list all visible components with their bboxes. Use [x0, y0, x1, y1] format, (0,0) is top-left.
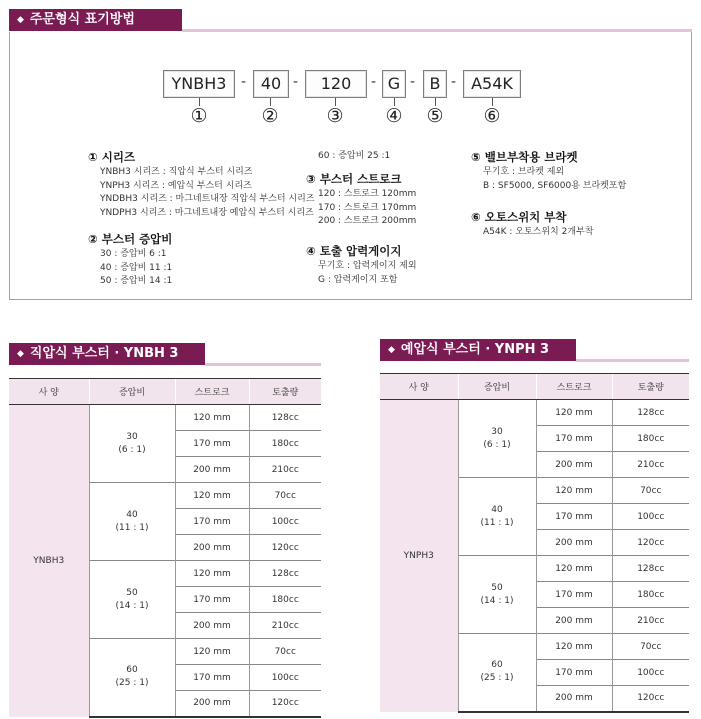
stroke-cell: 120 mm	[175, 639, 249, 665]
ratio-line: 30 : 증압비 6 :1	[100, 249, 167, 259]
stroke-block	[306, 172, 417, 229]
dash-separator: -	[293, 74, 299, 90]
diamond-icon: ◆	[17, 15, 24, 25]
stroke-cell: 120 mm	[536, 478, 612, 504]
bracket-heading: ⑤ 밸브부착용 브라켓	[471, 150, 578, 164]
stroke-cell: 200 mm	[536, 686, 612, 712]
output-cell: 128cc	[612, 556, 689, 582]
output-cell: 120cc	[249, 535, 321, 561]
stroke-cell: 120 mm	[536, 634, 612, 660]
circle-number-1: ①	[190, 105, 208, 127]
stroke-cell: 200 mm	[175, 613, 249, 639]
stroke-cell: 200 mm	[175, 691, 249, 717]
output-cell: 180cc	[612, 582, 689, 608]
ratio-block	[88, 232, 173, 289]
ratio-cell: 40 (11 : 1)	[89, 483, 175, 561]
stroke-line: 170 : 스트로크 170mm	[318, 202, 417, 213]
order-section-tab	[9, 9, 182, 31]
ynbh-spec-table	[9, 378, 321, 718]
ynbh-table-title: 직압식 부스터 · YNBH 3	[29, 346, 179, 361]
ratio-cell: 40 (11 : 1)	[458, 478, 536, 556]
stroke-cell: 120 mm	[175, 405, 249, 431]
stroke-cell: 170 mm	[536, 582, 612, 608]
ynph-table-title: 예압식 부스터 · YNPH 3	[400, 342, 550, 357]
stroke-cell: 200 mm	[536, 608, 612, 634]
code-part-series: YNBH3	[163, 70, 235, 98]
output-cell: 128cc	[249, 405, 321, 431]
output-cell: 210cc	[249, 613, 321, 639]
diamond-icon: ◆	[388, 345, 395, 355]
ynph-table-tab	[380, 339, 576, 361]
ynbh-table-tab	[9, 343, 205, 365]
output-cell: 210cc	[612, 452, 689, 478]
stroke-line: 200 : 스트로크 200mm	[318, 216, 417, 226]
gauge-heading: ④ 토출 압력게이지	[306, 244, 402, 258]
stroke-cell: 170 mm	[175, 509, 249, 535]
dash-separator: -	[410, 74, 416, 90]
header-stroke: 스트로크	[175, 379, 249, 405]
code-part-ratio: 40	[253, 70, 289, 98]
series-line: YNDBH3 시리즈 : 마그네트내장 직압식 부스터 시리즈	[100, 194, 315, 204]
stroke-cell: 200 mm	[175, 535, 249, 561]
dash-separator: -	[451, 74, 457, 90]
ratio-cell: 50 (14 : 1)	[89, 561, 175, 639]
code-part-gauge: G	[382, 70, 406, 98]
output-cell: 100cc	[249, 509, 321, 535]
autoswitch-block	[471, 210, 594, 240]
code-part-bracket: B	[423, 70, 447, 98]
table-row	[9, 405, 321, 431]
output-cell: 70cc	[612, 634, 689, 660]
ratio-line: 60 : 증압비 25 :1	[318, 151, 391, 161]
stroke-cell: 170 mm	[536, 504, 612, 530]
spec-cell: YNBH3	[9, 405, 89, 717]
stroke-cell: 120 mm	[536, 556, 612, 582]
ynbh-tab-underline	[205, 363, 321, 366]
output-cell: 100cc	[612, 504, 689, 530]
stroke-line: 120 : 스트로크 120mm	[318, 189, 417, 199]
output-cell: 100cc	[249, 665, 321, 691]
series-line: YNPH3 시리즈 : 예압식 부스터 시리즈	[100, 180, 252, 191]
ratio-cell: 60 (25 : 1)	[89, 639, 175, 717]
ratio-cell: 30 (6 : 1)	[458, 400, 536, 478]
stroke-cell: 200 mm	[536, 452, 612, 478]
stroke-cell: 120 mm	[175, 561, 249, 587]
diamond-icon: ◆	[17, 349, 24, 359]
stroke-heading: ③ 부스터 스트로크	[306, 172, 402, 186]
order-section-title: 주문형식 표기방법	[29, 12, 135, 27]
header-output: 토출량	[612, 374, 689, 400]
ratio-cell: 50 (14 : 1)	[458, 556, 536, 634]
output-cell: 128cc	[249, 561, 321, 587]
header-spec: 사 양	[380, 374, 458, 400]
output-cell: 70cc	[612, 478, 689, 504]
circle-number-6: ⑥	[483, 105, 501, 127]
ynph-tab-underline	[576, 359, 689, 362]
header-output: 토출량	[249, 379, 321, 405]
output-cell: 180cc	[612, 426, 689, 452]
gauge-line: 무기호 : 압력게이지 제외	[318, 261, 417, 271]
bracket-line: 무기호 : 브라켓 제외	[483, 167, 565, 177]
output-cell: 210cc	[249, 457, 321, 483]
gauge-block	[306, 244, 417, 287]
circle-number-2: ②	[261, 105, 279, 127]
stroke-cell: 120 mm	[536, 400, 612, 426]
spec-cell: YNPH3	[380, 400, 458, 712]
series-line: YNDPH3 시리즈 : 마그네트내장 예압식 부스터 시리즈	[100, 207, 314, 218]
ratio-line: 40 : 증압비 11 :1	[100, 262, 173, 273]
ratio-heading: ② 부스터 증압비	[88, 232, 173, 246]
stroke-cell: 200 mm	[175, 457, 249, 483]
stroke-cell: 170 mm	[175, 665, 249, 691]
output-cell: 180cc	[249, 587, 321, 613]
ratio-continued-line	[318, 150, 390, 164]
ratio-cell: 60 (25 : 1)	[458, 634, 536, 712]
output-cell: 100cc	[612, 660, 689, 686]
header-ratio: 증압비	[458, 374, 536, 400]
output-cell: 180cc	[249, 431, 321, 457]
circle-number-3: ③	[326, 105, 344, 127]
stroke-cell: 170 mm	[536, 660, 612, 686]
ynph-spec-table	[380, 373, 689, 713]
stroke-cell: 170 mm	[175, 431, 249, 457]
output-cell: 210cc	[612, 608, 689, 634]
autoswitch-heading: ⑥ 오토스위치 부착	[471, 210, 567, 224]
header-ratio: 증압비	[89, 379, 175, 405]
bracket-block	[471, 150, 627, 193]
output-cell: 70cc	[249, 639, 321, 665]
stroke-cell: 120 mm	[175, 483, 249, 509]
dash-separator: -	[241, 74, 247, 90]
output-cell: 128cc	[612, 400, 689, 426]
output-cell: 120cc	[249, 691, 321, 717]
table-row	[380, 400, 689, 426]
autoswitch-line: A54K : 오토스위치 2개부착	[483, 227, 594, 237]
header-spec: 사 양	[9, 379, 89, 405]
series-block	[88, 150, 315, 220]
stroke-cell: 170 mm	[536, 426, 612, 452]
series-heading: ① 시리즈	[88, 150, 136, 164]
series-line: YNBH3 시리즈 : 직압식 부스터 시리즈	[100, 167, 253, 177]
header-stroke: 스트로크	[536, 374, 612, 400]
stroke-cell: 170 mm	[175, 587, 249, 613]
ratio-line: 50 : 증압비 14 :1	[100, 276, 173, 286]
code-part-stroke: 120	[305, 70, 367, 98]
ratio-cell: 30 (6 : 1)	[89, 405, 175, 483]
gauge-line: G : 압력게이지 포함	[318, 274, 398, 285]
circle-number-4: ④	[385, 105, 403, 127]
code-part-autoswitch: A54K	[463, 70, 521, 98]
output-cell: 120cc	[612, 686, 689, 712]
output-cell: 70cc	[249, 483, 321, 509]
bracket-line: B : SF5000, SF6000용 브라켓포함	[483, 180, 627, 191]
stroke-cell: 200 mm	[536, 530, 612, 556]
circle-number-5: ⑤	[426, 105, 444, 127]
output-cell: 120cc	[612, 530, 689, 556]
dash-separator: -	[371, 74, 377, 90]
